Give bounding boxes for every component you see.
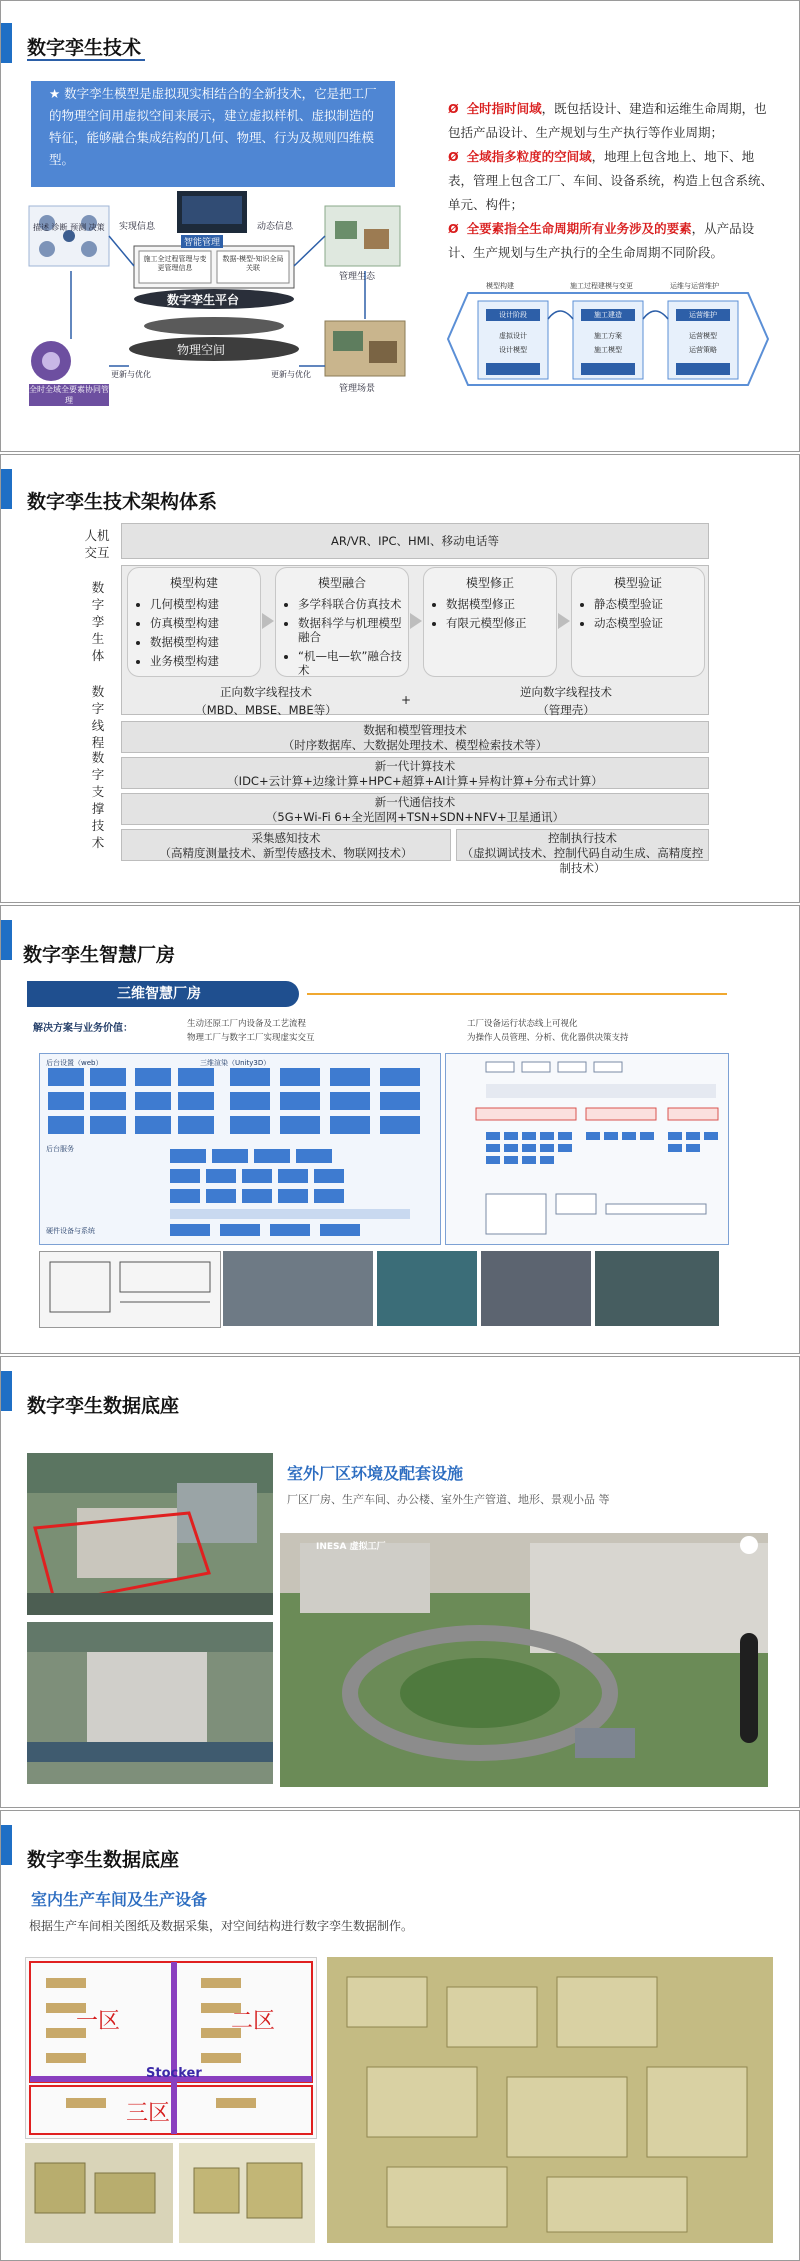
panel-label: 后台服务 [46,1145,74,1153]
support-split-right [456,829,709,875]
support-row-sub: （高精度测量技术、新型传感技术、物联网技术） [159,846,413,860]
slide-title: 数字孪生智慧厂房 [23,944,176,966]
virtual-factory-viewer [280,1533,768,1787]
title-accent-bar [1,1371,12,1411]
card-item: • “机—电—软”融合技术 [298,649,408,677]
workshop-3d-render [327,1957,773,2243]
card-model-fusion [275,567,409,677]
row-label-hmi: 人机交互 [84,528,110,560]
flow-stage: 施工建造 [594,311,622,319]
flow-row: 施工模型 [594,346,622,354]
flow-stage: 设计阶段 [499,311,527,319]
reverse-thread-title: 逆向数字线程技术 [520,685,612,699]
zone-label-2: 二区 [231,2009,276,2034]
arrow-right-icon [410,613,422,629]
equipment-3d-right [179,2143,315,2243]
section-description: 厂区厂房、生产车间、办公楼、室外生产管道、地形、景观小品 等 [287,1493,610,1506]
solution-label: 解决方案与业务价值： [33,1023,133,1034]
label-mgmt-ecosystem: 管理生态 [339,272,376,282]
smart-factory-dashboard [27,981,727,1235]
arch-panel [39,1053,441,1245]
support-row-sub: （时序数据库、大数据处理技术、模型检索技术等） [282,738,548,752]
lifecycle-flow-diagram [448,279,768,397]
banner-rule [307,993,727,995]
slide-title: 数字孪生技术 [27,37,142,59]
feature-bullets [448,97,778,265]
forward-thread-title: 正向数字线程技术 [220,685,312,699]
card-title: 模型构建 [169,576,218,590]
card-item: • 动态模型验证 [594,616,704,630]
scene-view [595,1251,719,1326]
label-box-right: 数据-模型-知识全局关联 [222,255,284,272]
title-accent-bar [1,920,12,960]
support-row-title: 新一代通信技术 [374,795,456,809]
flow-row: 运营模型 [689,332,717,340]
bullet-item: Ø 全时指时间域，既包括设计、建造和运维生命周期，也包括产品设计、生产规划与生产执行等作业周期； [448,101,767,140]
flow-row: 虚拟设计 [499,332,527,340]
value-item: 生动还原工厂内设备及工艺流程 [187,1019,307,1029]
bullet-item: Ø 全要素指全生命周期所有业务涉及的要素，从产品设计、生产规划与生产执行的全生命周期不同阶段。 [448,221,755,260]
card-model-validation [571,567,705,677]
arrow-right-icon [558,613,570,629]
flow-row: 运营策略 [689,346,717,354]
ui-preview-panel [445,1053,729,1245]
zone-label-1: 一区 [76,2009,121,2034]
slide-digital-twin-tech [0,0,800,452]
card-item: • 业务模型构建 [150,654,260,668]
card-model-build [127,567,261,677]
value-item: 工厂设备运行状态线上可视化 [467,1019,578,1029]
card-item: • 仿真模型构建 [150,616,260,630]
card-item: • 多学科联合仿真技术 [298,597,408,611]
row-label-twin: 数字孪生体 [91,580,105,663]
digital-twin-diagram [29,191,419,405]
slide-architecture [0,454,800,903]
card-item: • 静态模型验证 [594,597,704,611]
title-underline [27,59,145,61]
flow-stage: 运营维护 [689,311,717,319]
row-label-thread: 数字线程 [91,684,105,750]
stocker-label: Stocker [146,2066,202,2081]
support-row [121,757,709,789]
slide-smart-factory [0,905,800,1354]
section-description: 根据生产车间相关图纸及数据采集，对空间结构进行数字孪生数据制作。 [29,1919,414,1933]
card-item: • 有限元模型修正 [446,616,556,630]
panel-label: 后台设置（web） [46,1059,103,1067]
hmi-box [121,523,709,559]
card-title: 模型验证 [613,576,662,590]
support-row-sub: （5G+Wi-Fi 6+全光固网+TSN+SDN+NFV+卫星通讯） [265,810,565,824]
value-list-right [467,1017,629,1045]
flow-stage-label: 模型构建 [486,282,514,290]
title-accent-bar [1,1825,12,1865]
bullet-item: Ø 全域指多粒度的空间域，地理上包含地上、地下、地表，管理上包含工厂、车间、设备系统，构造上包含系统、单元、构件； [448,149,774,212]
label-update-right: 更新与优化 [271,370,311,379]
label-physical-space: 物理空间 [177,343,226,357]
forward-thread [121,683,411,719]
worker-3d-view [377,1251,477,1326]
viewer-brand: INESA 虚拟工厂 [316,1542,386,1552]
support-row-sub: （虚拟调试技术、控制代码自动生成、高精度控制技术） [461,846,704,875]
panel-label: 硬件设备与系统 [46,1227,95,1235]
support-row-title: 采集感知技术 [251,831,321,845]
equipment-photo [223,1251,373,1326]
icons-caption: 描述 诊断 预测 决策 [33,223,105,232]
label-update-left: 更新与优化 [111,370,151,379]
slide-title: 数字孪生数据底座 [27,1395,180,1417]
support-row [121,721,709,753]
title-accent-bar [1,469,12,509]
support-row-title: 数据和模型管理技术 [363,723,467,737]
aerial-photo-bottom [27,1622,273,1784]
aerial-photo-top [27,1453,273,1615]
factory-photo-strip [39,1251,719,1326]
row-label-support: 数字支撑技术 [91,750,105,850]
machine-view [481,1251,591,1326]
label-full-mgmt: 全时全域全要素协同管理 [29,385,109,405]
banner-title: 三维智慧厂房 [27,981,299,1007]
card-item: • 数据科学与机理模型融合 [298,616,408,644]
support-row-sub: （IDC+云计算+边缘计算+HPC+超算+AI计算+异构计算+分布式计算） [227,774,603,788]
card-title: 模型修正 [465,576,514,590]
slide-title: 数字孪生数据底座 [27,1849,180,1871]
flow-row: 施工方案 [594,332,622,340]
reverse-thread [431,683,701,719]
support-row-title: 控制执行技术 [548,831,617,845]
card-model-correction [423,567,557,677]
card-item: • 数据模型修正 [446,597,556,611]
floor-layout-drawing [25,1957,317,2139]
panel-label: 三维渲染（Unity3D） [200,1059,271,1067]
hmi-content: AR/VR、IPC、HMI、移动电话等 [331,534,499,548]
label-box-left: 施工全过程管理与变更管理信息 [143,255,207,272]
value-item: 物理工厂与数字工厂实现虚实交互 [187,1033,315,1043]
reverse-thread-sub: （管理壳） [537,703,595,717]
zone-label-3: 三区 [126,2101,171,2126]
intro-text: ★ 数字孪生模型是虚拟现实相结合的全新技术，它是把工厂的物理空间用虚拟空间来展示，建立虚拟样机、虚拟制造的特征，能够融合集成结构的几何、物理、行为及规则四维模型。 [49,86,377,167]
card-title: 模型融合 [317,576,366,590]
arrow-right-icon [262,613,274,629]
slide-data-base-outdoor [0,1356,800,1808]
value-list-left [187,1017,315,1045]
section-subtitle: 室内生产车间及生产设备 [31,1890,208,1909]
support-row-title: 新一代计算技术 [374,759,456,773]
flow-stage-label: 施工过程建模与变更 [570,282,633,290]
section-subtitle: 室外厂区环境及配套设施 [287,1464,464,1483]
support-split-left [121,829,451,861]
slide-title: 数字孪生技术架构体系 [27,491,218,513]
label-dynamic-info: 动态信息 [257,222,294,232]
slide-data-base-indoor [0,1810,800,2261]
intro-box [31,81,395,187]
flow-stage-label: 运维与运营维护 [670,282,719,290]
title-accent-bar [1,23,12,63]
label-realtime-info: 实现信息 [119,222,156,232]
equipment-3d-left [25,2143,173,2243]
arch-blocks [40,1054,440,1244]
card-item: • 数据模型构建 [150,635,260,649]
label-mgmt-field: 管理场景 [339,384,376,394]
ui-preview-graphic [446,1054,728,1244]
floor-plan-image [39,1251,221,1328]
value-item: 为操作人员管理、分析、优化器供决策支持 [467,1033,629,1043]
card-item: • 几何模型构建 [150,597,260,611]
label-smart-mgmt: 智能管理 [181,235,223,248]
flow-row: 设计模型 [499,346,527,354]
label-platform: 数字孪生平台 [167,293,240,307]
plus-sign: + [401,693,412,707]
forward-thread-sub: （MBD、MBSE、MBE等） [195,703,337,717]
support-row [121,793,709,825]
